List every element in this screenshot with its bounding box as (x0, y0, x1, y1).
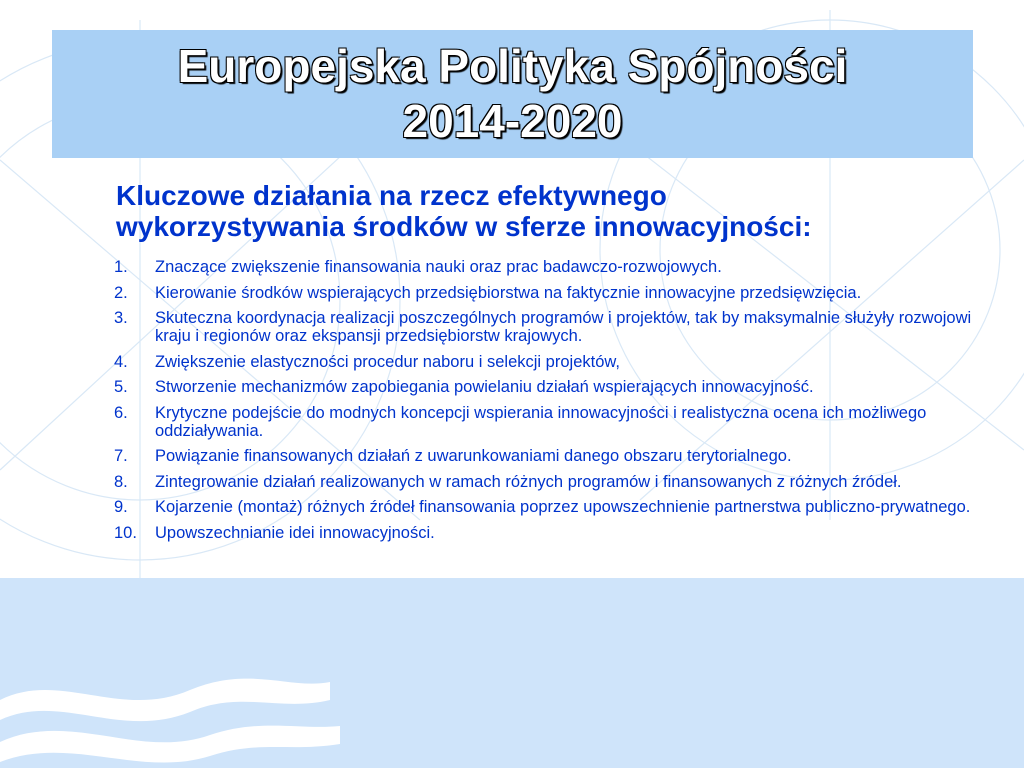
title-line-2: 2014-2020 (402, 95, 623, 147)
item-text: Znaczące zwiększenie finansowania nauki oraz prac badawczo-rozwojowych. (155, 258, 722, 276)
item-text: Upowszechnianie idei innowacyjności. (155, 523, 435, 542)
list-item (114, 447, 974, 465)
list-item (114, 258, 974, 276)
list-item (114, 378, 974, 396)
item-text: Powiązanie finansowanych działań z uwarunkowaniami danego obszaru terytorialnego. (155, 447, 792, 465)
item-text: Zintegrowanie działań realizowanych w ramach różnych programów i finansowanych z różnych źródeł. (155, 472, 902, 491)
item-text: Skuteczna koordynacja realizacji poszczególnych programów i projektów, tak by maksymalnie służyły rozwojowi kraju i regionów oraz ekspansji przedsiębiorstw krajowych. (155, 309, 972, 345)
item-number: 8. (114, 472, 128, 491)
list-item (114, 404, 974, 440)
list-item (114, 309, 974, 345)
item-number: 9. (114, 498, 128, 516)
bottom-band (0, 578, 1024, 768)
list-item (114, 353, 974, 371)
item-text: Zwiększenie elastyczności procedur naboru i selekcji projektów, (155, 352, 620, 371)
item-number: 4. (114, 352, 128, 371)
item-text: Stworzenie mechanizmów zapobiegania powielaniu działań wspierających innowacyjność. (155, 378, 814, 396)
item-number: 1. (114, 258, 128, 276)
item-number: 7. (114, 447, 128, 465)
item-number: 2. (114, 283, 128, 302)
slide-subtitle (116, 180, 996, 242)
title-band (52, 30, 973, 158)
subtitle-line-2: wykorzystywania środków w sferze innowacyjności: (116, 211, 812, 242)
item-text: Krytyczne podejście do modnych koncepcji wspierania innowacyjności i realistyczna ocena ich możliwego oddziaływania. (155, 403, 927, 440)
item-number: 10. (114, 523, 137, 542)
item-text: Kojarzenie (montaż) różnych źródeł finansowania poprzez upowszechnienie partnerstwa publiczno-prywatnego. (155, 498, 971, 516)
slide-title (178, 39, 848, 149)
list-item (114, 473, 974, 491)
subtitle-line-1: Kluczowe działania na rzecz efektywnego (116, 180, 667, 211)
item-number: 6. (114, 403, 128, 422)
action-list (114, 258, 974, 549)
list-item (114, 284, 974, 302)
list-item (114, 498, 974, 516)
item-number: 5. (114, 378, 128, 396)
list-item (114, 524, 974, 542)
item-text: Kierowanie środków wspierających przedsiębiorstwa na faktycznie innowacyjne przedsięwzięcia. (155, 283, 862, 302)
title-line-1: Europejska Polityka Spójności (177, 40, 848, 92)
item-number: 3. (114, 309, 128, 327)
